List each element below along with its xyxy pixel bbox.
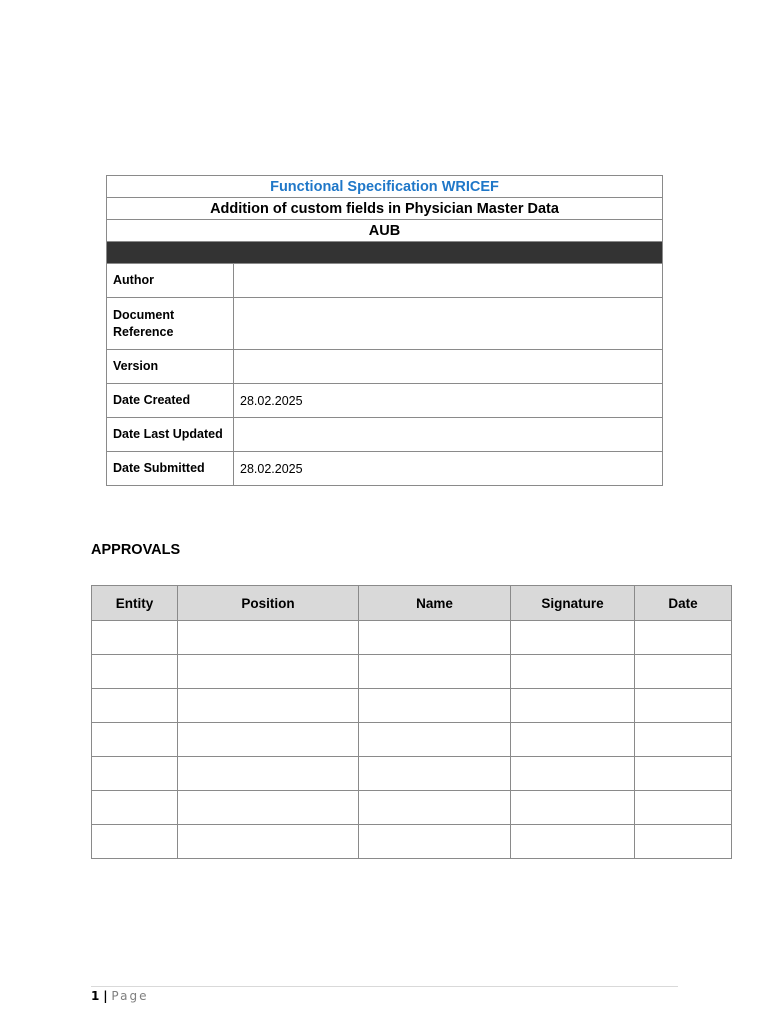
table-cell[interactable] xyxy=(359,825,511,859)
page-label: Page xyxy=(111,989,149,1003)
page-number: 1 xyxy=(91,989,100,1003)
table-cell[interactable] xyxy=(178,825,359,859)
table-cell[interactable] xyxy=(359,757,511,791)
table-cell[interactable] xyxy=(359,655,511,689)
table-cell[interactable] xyxy=(178,621,359,655)
info-value: 28.02.2025 xyxy=(234,452,663,486)
column-header-date: Date xyxy=(635,586,732,621)
info-row-date-last-updated xyxy=(107,418,663,452)
approvals-heading: APPROVALS xyxy=(91,542,181,558)
table-row xyxy=(92,689,732,723)
table-row xyxy=(92,655,732,689)
approvals-table xyxy=(91,585,732,859)
footer-separator: | xyxy=(103,989,108,1003)
table-cell[interactable] xyxy=(635,723,732,757)
table-cell[interactable] xyxy=(359,689,511,723)
table-cell[interactable] xyxy=(359,723,511,757)
info-row-author xyxy=(107,264,663,298)
table-cell[interactable] xyxy=(511,655,635,689)
table-cell[interactable] xyxy=(635,655,732,689)
info-value: 28.02.2025 xyxy=(234,384,663,418)
table-cell[interactable] xyxy=(511,723,635,757)
spec-title: Functional Specification WRICEF xyxy=(107,176,663,198)
table-cell[interactable] xyxy=(178,655,359,689)
table-row xyxy=(92,791,732,825)
table-cell[interactable] xyxy=(359,621,511,655)
info-value xyxy=(234,350,663,384)
table-cell[interactable] xyxy=(178,723,359,757)
info-label: Document Reference xyxy=(107,298,234,350)
footer-divider xyxy=(91,986,678,987)
table-cell[interactable] xyxy=(635,757,732,791)
column-header-entity: Entity xyxy=(92,586,178,621)
table-cell[interactable] xyxy=(511,689,635,723)
info-value xyxy=(234,298,663,350)
table-cell[interactable] xyxy=(92,621,178,655)
table-row xyxy=(92,621,732,655)
table-cell[interactable] xyxy=(178,689,359,723)
info-value xyxy=(234,264,663,298)
table-cell[interactable] xyxy=(178,757,359,791)
table-cell[interactable] xyxy=(92,723,178,757)
document-info-table xyxy=(106,175,663,486)
info-row-date-created xyxy=(107,384,663,418)
table-cell[interactable] xyxy=(511,621,635,655)
table-cell[interactable] xyxy=(511,825,635,859)
dark-separator-bar xyxy=(107,242,663,264)
column-header-position: Position xyxy=(178,586,359,621)
table-row xyxy=(92,825,732,859)
info-row-version xyxy=(107,350,663,384)
table-cell[interactable] xyxy=(511,791,635,825)
info-value xyxy=(234,418,663,452)
info-label: Date Last Updated xyxy=(107,418,234,452)
table-cell[interactable] xyxy=(359,791,511,825)
table-cell[interactable] xyxy=(635,825,732,859)
table-cell[interactable] xyxy=(92,791,178,825)
table-cell[interactable] xyxy=(178,791,359,825)
approvals-body xyxy=(92,621,732,859)
table-row xyxy=(92,723,732,757)
table-cell[interactable] xyxy=(92,689,178,723)
table-cell[interactable] xyxy=(92,757,178,791)
page-footer xyxy=(91,989,148,1003)
table-cell[interactable] xyxy=(511,757,635,791)
info-label: Date Created xyxy=(107,384,234,418)
table-cell[interactable] xyxy=(635,689,732,723)
approvals-header-row xyxy=(92,586,732,621)
info-label: Date Submitted xyxy=(107,452,234,486)
column-header-name: Name xyxy=(359,586,511,621)
table-cell[interactable] xyxy=(92,655,178,689)
info-row-document-reference xyxy=(107,298,663,350)
column-header-signature: Signature xyxy=(511,586,635,621)
client-name: AUB xyxy=(107,220,663,242)
info-row-date-submitted xyxy=(107,452,663,486)
table-cell[interactable] xyxy=(635,791,732,825)
table-row xyxy=(92,757,732,791)
table-cell[interactable] xyxy=(92,825,178,859)
info-label: Author xyxy=(107,264,234,298)
table-cell[interactable] xyxy=(635,621,732,655)
subject-title: Addition of custom fields in Physician Master Data xyxy=(107,198,663,220)
info-label: Version xyxy=(107,350,234,384)
